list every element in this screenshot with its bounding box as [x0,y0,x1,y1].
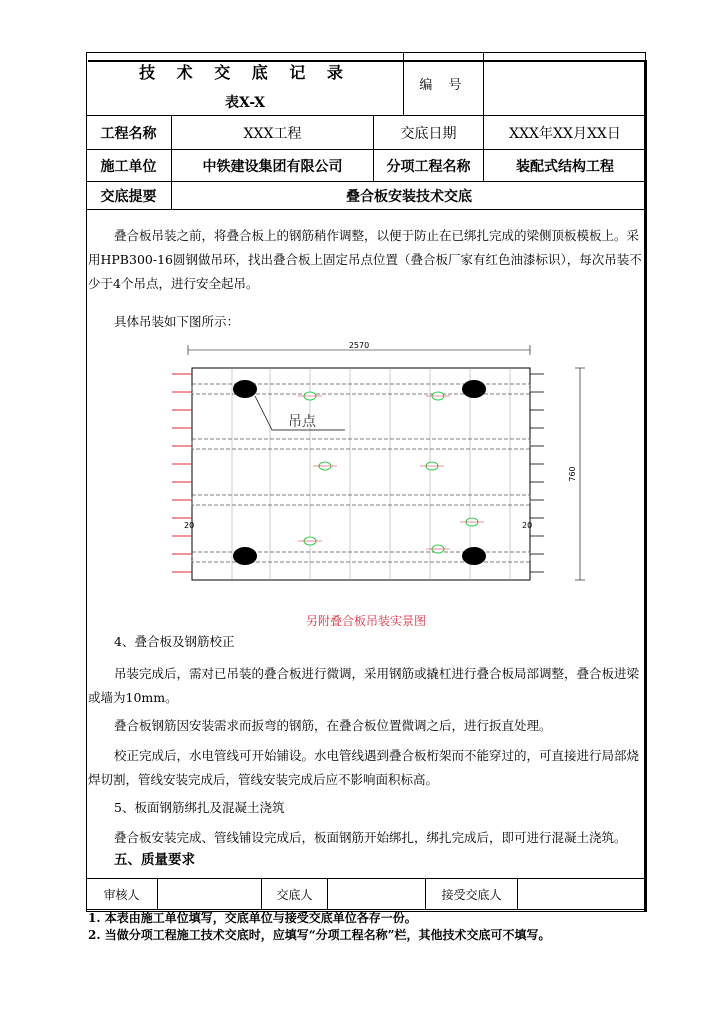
receiver-label: 接受交底人 [426,879,518,909]
subproject-value: 装配式结构工程 [516,158,614,175]
section-5-paragraph-1: 叠合板安装完成、管线铺设完成后，板面钢筋开始绑扎，绑扎完成后，即可进行混凝土浇筑。 [114,830,627,845]
section-4-title: 4、叠合板及钢筋校正 [114,634,235,649]
discloser-label: 交底人 [262,879,328,909]
form-title: 技 术 交 底 记 录 [139,63,351,82]
form-number: 表X-X [224,95,266,111]
number-value [484,52,646,115]
lift-point-top-right [462,380,486,398]
drawing-caption: 另附叠合板吊装实景图 [305,614,426,628]
reviewer-value[interactable] [158,879,262,909]
signoff-row [86,878,646,910]
section-4-paragraph-2: 叠合板钢筋因安装需求而扳弯的钢筋，在叠合板位置微调之后，进行扳直处理。 [114,718,552,733]
lift-point-bottom-left [233,547,257,565]
note-1: 1. 本表由施工单位填写，交底单位与接受交底单位各存一份。 [88,911,417,925]
edge-label-left: 20 [184,521,195,530]
truss-bands [192,384,533,562]
summary-value: 叠合板安装技术交底 [346,188,472,205]
summary-row [86,182,646,210]
paragraph-2: 具体吊装如下图所示： [114,314,240,329]
section-4-paragraph-1: 吊装完成后，需对已吊装的叠合板进行微调，采用钢筋或撬杠进行叠合板局部调整，叠合板进梁或墙为10mm。 [88,666,640,705]
number-label: 编 号 [404,52,484,115]
lift-point-top-left [233,380,257,398]
project-name: XXX工程 [172,116,374,149]
header-row [86,52,646,116]
subproject-label: 分项工程名称 [374,150,484,181]
project-name-label: 工程名称 [86,116,172,149]
unit-row [86,150,646,182]
height-dim: 760 [568,466,577,482]
project-row [86,116,646,150]
reviewer-label: 审核人 [86,879,158,909]
summary-label: 交底提要 [86,182,172,209]
left-rebar-stubs [172,374,195,572]
edge-label-right: 20 [522,521,533,530]
unit-label: 施工单位 [86,150,172,181]
lift-point-bottom-right [462,547,486,565]
lifting-drawing [170,340,590,585]
section-5-title: 5、板面钢筋绑扎及混凝土浇筑 [114,800,285,815]
notes [88,910,551,944]
green-markers [298,392,484,553]
lifting-points [233,380,486,565]
discloser-value[interactable] [328,879,426,909]
date-label: 交底日期 [374,116,484,149]
section-4-paragraph-3: 校正完成后，水电管线可开始铺设。水电管线遇到叠合板桁架而不能穿过的，可直接进行局部烧焊切割，管线安装完成后，管线安装完成后应不影响面积标高。 [88,748,640,787]
width-dim: 2570 [348,341,370,350]
note-2: 2. 当做分项工程施工技术交底时，应填写“分项工程名称”栏，其他技术交底可不填写。 [88,928,551,942]
paragraph-1: 叠合板吊装之前，将叠合板上的钢筋稍作调整，以便于防止在已绑扎完成的梁侧顶板模板上。采用HPB300-16圆钢做吊环，找出叠合板上固定吊点位置（叠合板厂家有红色油漆标识），每次吊装不少于4个吊点，进行安全起吊。 [88,228,642,291]
receiver-value[interactable] [518,879,646,909]
date-value: XXX年XX月XX日 [509,125,621,142]
lift-point-label: 吊点 [288,414,316,430]
right-rebar-stubs [530,374,544,572]
section-6-title: 五、质量要求 [114,852,195,868]
unit-value: 中铁建设集团有限公司 [172,150,374,181]
title-cell [86,52,404,115]
